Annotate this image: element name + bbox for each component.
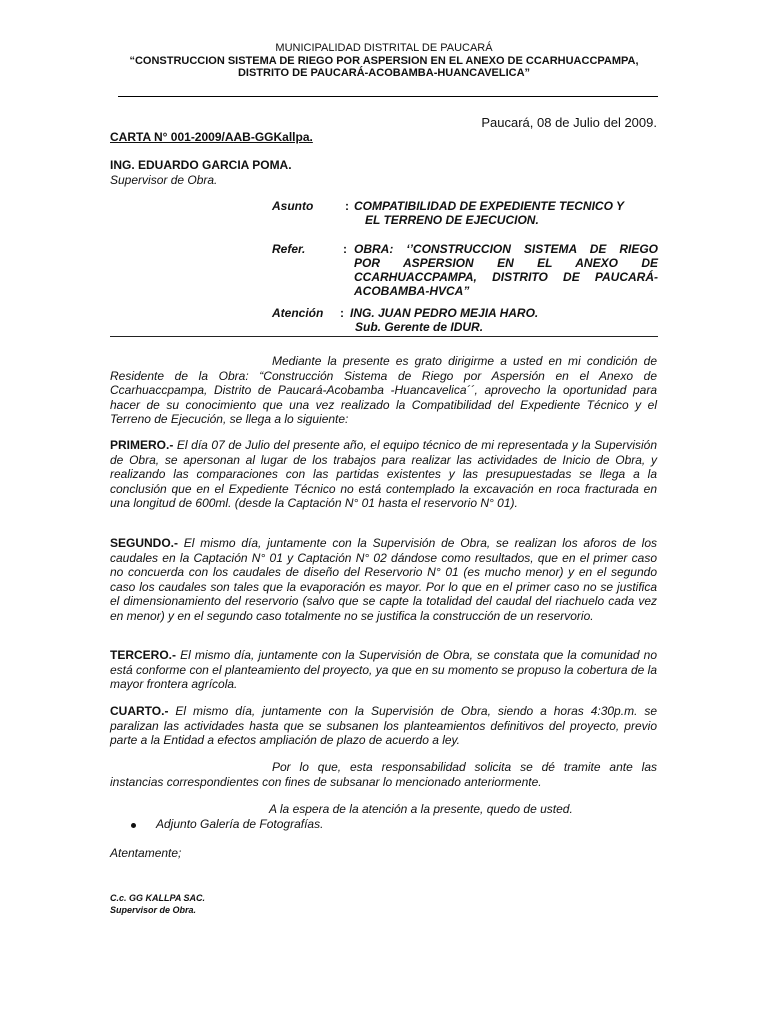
bullet-icon <box>131 823 136 828</box>
letter-date: Paucará, 08 de Julio del 2009. <box>481 115 657 130</box>
segundo-paragraph <box>110 536 657 623</box>
segundo-text: El mismo día, juntamente con la Supervisión de Obra, se realizan los aforos de los caudales en la Captación N° 01 y Captación N° 02 dándose como resultados, que en el primer caso no concuerda con los caudales de diseño del Reservorio N° 01 (es mucho menor) y en el segundo caso los caudales son tales que la evaporación es mayor. Por lo que en el primer caso no se justifica el dimensionamiento del reservorio (salvo que se capte la totalidad del caudal del riachuelo cada vez en menor) y en el segundo caso totalmente no se justifica la construcción de un reservorio. <box>110 536 657 623</box>
primero-label: PRIMERO.- <box>110 438 174 452</box>
atencion-line2: Sub. Gerente de IDUR. <box>355 320 484 334</box>
cuarto-label: CUARTO.- <box>110 704 169 718</box>
atencion-colon: : <box>340 306 344 320</box>
letter-reference: CARTA N° 001-2009/AAB-GGKallpa. <box>110 130 313 144</box>
intro-paragraph <box>110 354 657 427</box>
request-text: Por lo que, esta responsabilidad solicita se dé tramite ante las instancias correspondientes con fines de subsanar lo mencionado anteriormente. <box>110 760 657 789</box>
cc-line1: C.c. GG KALLPA SAC. <box>110 893 206 903</box>
tercero-text: El mismo día, juntamente con la Supervisión de Obra, se constata que la comunidad no está conforme con el planteamiento del proyecto, ya que en su momento se propuso la cobertura de la mayor frontera agrícola. <box>110 648 657 691</box>
tercero-label: TERCERO.- <box>110 648 176 662</box>
asunto-line2: EL TERRENO DE EJECUCION. <box>365 213 539 227</box>
project-title-line2: DISTRITO DE PAUCARÁ-ACOBAMBA-HUANCAVELICA” <box>237 67 531 79</box>
cc-line2: Supervisor de Obra. <box>110 905 197 915</box>
signoff: Atentamente; <box>110 846 182 860</box>
project-title-line1: “CONSTRUCCION SISTEMA DE RIEGO POR ASPERSION EN EL ANEXO DE CCARHUACCPAMPA, <box>129 54 639 67</box>
primero-text: El día 07 de Julio del presente año, el equipo técnico de mi representada y la Supervisión de Obra, se apersonan al lugar de los trabajos para realizar las actividades de Inicio de Obra, y realizando las comparaciones con las partidas existentes y las presupuestadas se llega a la conclusión que en el Expediente Técnico no está contemplado la excavación en roca fracturada en una longitud de 600ml. (desde la Captación N° 01 hasta el reservorio N° 01). <box>110 438 657 510</box>
header-rule <box>118 96 658 97</box>
atencion-label: Atención <box>272 306 324 320</box>
organization-name: MUNICIPALIDAD DISTRITAL DE PAUCARÁ <box>275 42 493 54</box>
refer-line1: OBRA: ‘’CONSTRUCCION SISTEMA DE RIEGO <box>354 242 658 256</box>
atencion-line1: ING. JUAN PEDRO MEJIA HARO. <box>350 306 539 320</box>
refer-label: Refer. <box>272 242 306 256</box>
asunto-colon: : <box>345 199 349 213</box>
closing-line: A la espera de la atención a la presente, quedo de usted. <box>269 802 573 816</box>
attachment-item: Adjunto Galería de Fotografías. <box>156 817 324 831</box>
segundo-label: SEGUNDO.- <box>110 536 179 550</box>
refer-line2: POR ASPERSION EN EL ANEXO DE <box>354 256 658 270</box>
separator-line <box>110 336 658 337</box>
letterhead <box>110 42 658 80</box>
primero-paragraph <box>110 438 657 511</box>
recipient-role: Supervisor de Obra. <box>110 173 218 187</box>
refer-colon: : <box>343 242 347 256</box>
tercero-paragraph <box>110 648 657 692</box>
intro-text: Mediante la presente es grato dirigirme a usted en mi condición de Residente de la Obra: “Construcción Sistema de Riego por Aspersión en el Anexo de Ccarhuaccpampa, Distrito de Paucará-Acobamba -Huancavelica´´, aprovecho la oportunidad para hacer de su conocimiento que una vez realizado la Compatibilidad del Expediente Técnico y el Terreno de Ejecución, se llega a lo siguiente: <box>110 354 657 426</box>
refer-line4: ACOBAMBA-HVCA” <box>354 284 470 298</box>
recipient-name: ING. EDUARDO GARCIA POMA. <box>110 158 292 172</box>
asunto-line1: COMPATIBILIDAD DE EXPEDIENTE TECNICO Y <box>354 199 625 213</box>
refer-line3: CCARHUACCPAMPA, DISTRITO DE PAUCARÁ- <box>354 270 658 284</box>
cuarto-paragraph <box>110 704 657 748</box>
asunto-label: Asunto <box>272 199 314 213</box>
cuarto-text: El mismo día, juntamente con la Supervisión de Obra, siendo a horas 4:30p.m. se paralizan las actividades hasta que se subsanen los planteamientos definitivos del proyecto, previo parte a la Entidad a efectos ampliación de plazo de acuerdo a ley. <box>110 704 657 747</box>
request-paragraph <box>110 760 657 789</box>
